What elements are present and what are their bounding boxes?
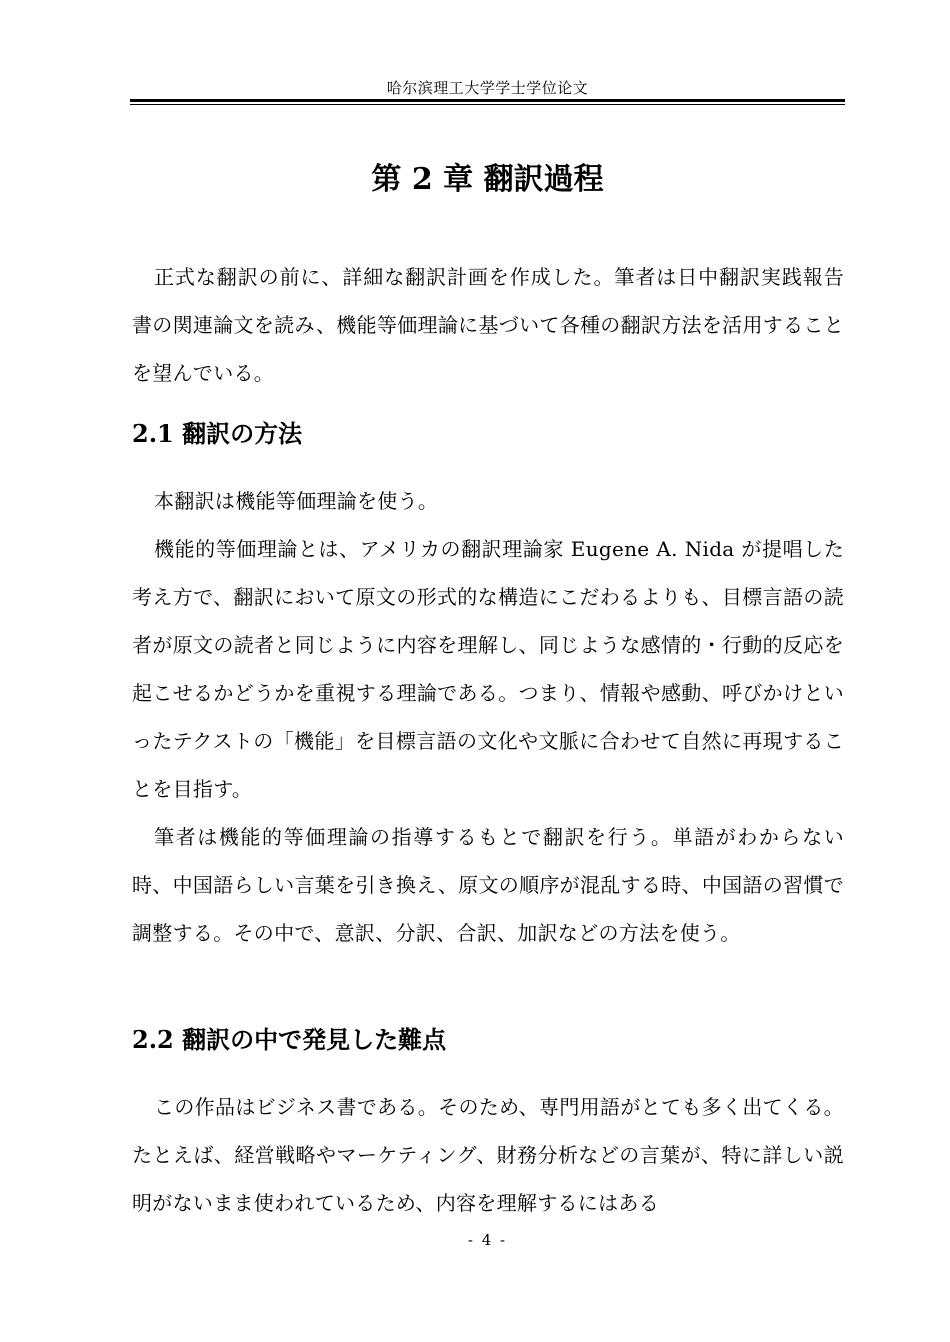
section-2-1-paragraph-3: 筆者は機能的等価理論の指導するもとで翻訳を行う。単語がわからない時、中国語らしい言葉を引き換え、原文の順序が混乱する時、中国語の習慣で調整する。その中で、意訳、分訳、合訳、加訳などの方法を使う。 [132,825,844,945]
section-2-2-paragraph-1: この作品はビジネス書である。そのため、専門用語がとても多く出てくる。たとえば、経営戦略やマーケティング、財務分析などの言葉が、特に詳しい説明がないまま使われているため、内容を理解するにはある [132,1095,844,1215]
chapter-title: 第 2 章 翻訳過程 [371,162,604,197]
header-rule-thin [130,104,845,105]
section-2-2-body [132,1083,844,1227]
page-number: - 4 - [467,1231,508,1249]
section-2-1-paragraph-1: 本翻訳は機能等価理論を使う。 [154,489,439,513]
section-2-1-paragraph-2: 機能的等価理論とは、アメリカの翻訳理論家 Eugene A. Nida が提唱した考え方で、翻訳において原文の形式的な構造にこだわるよりも、目標言語の読者が原文の読者と同じように内容を理解し、同じような感情的・行動的反応を起こせるかどうかを重視する理論である。つまり、情報や感動、呼びかけといったテクストの「機能」を目標言語の文化や文脈に合わせて自然に再現することを目指す。 [132,537,844,801]
section-heading-2-2: 2.2 翻訳の中で発見した難点 [132,1025,447,1054]
header-rule-thick [130,99,845,102]
section-heading-2-1: 2.1 翻訳の方法 [132,419,303,448]
running-header: 哈尔滨理工大学学士学位论文 [386,79,589,97]
section-2-1-body [132,477,844,957]
intro-paragraph: 正式な翻訳の前に、詳細な翻訳計画を作成した。筆者は日中翻訳実践報告書の関連論文を読み、機能等価理論に基づいて各種の翻訳方法を活用することを望んでいる。 [132,265,844,385]
intro-block [132,253,844,397]
